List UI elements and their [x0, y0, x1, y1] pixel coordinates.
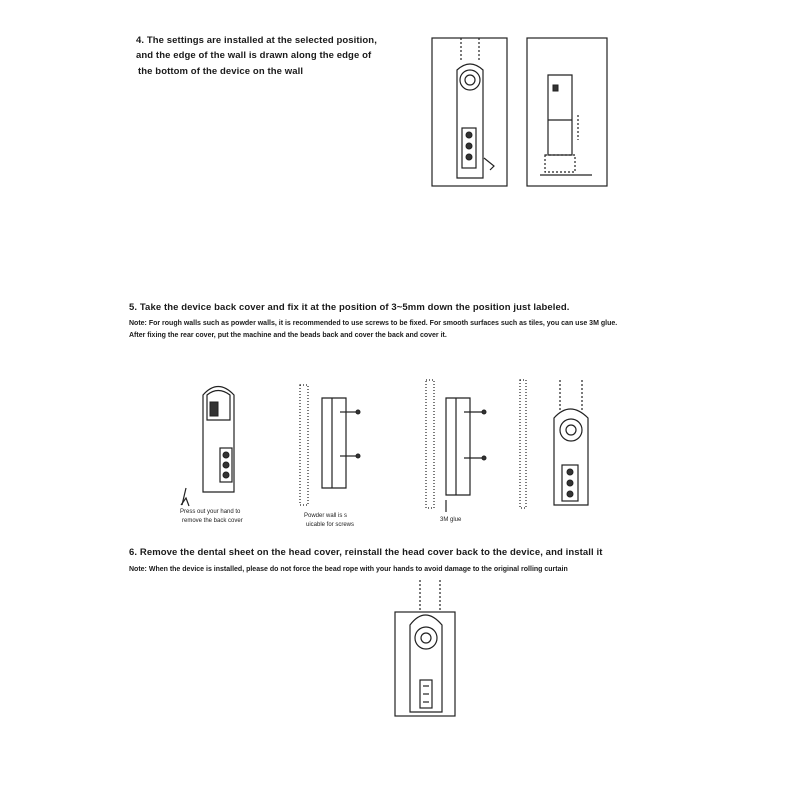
step5-illustration-glue [426, 380, 486, 512]
step4-line3: the bottom of the device on the wall [138, 66, 304, 77]
step4-line1: 4. The settings are installed at the selected position, [136, 35, 377, 46]
step5-note-line2: After fixing the rear cover, put the machine and the beads back and cover the back and cover it. [129, 332, 447, 339]
caption-powder-line2: uicable for screws [306, 522, 355, 528]
step6-title: 6. Remove the dental sheet on the head cover, reinstall the head cover back to the device, and install it [129, 547, 603, 558]
step5-title: 5. Take the device back cover and fix it at the position of 3~5mm down the position just labeled. [129, 302, 570, 313]
step5-illustration-remove-back-cover [181, 387, 234, 507]
caption-hand-line2: remove the back cover [182, 518, 243, 524]
step4-line2: and the edge of the wall is drawn along the edge of [136, 50, 372, 61]
caption-glue: 3M glue [440, 517, 462, 523]
step5-illustration-screws [300, 385, 360, 505]
caption-powder-line1: Powder wall is s [304, 513, 348, 519]
step6-illustration-final [395, 580, 455, 716]
step4-illustration-wall-marking [527, 38, 607, 186]
step4-illustration-device-on-wall [432, 38, 507, 186]
step6-note: Note: When the device is installed, please do not force the bead rope with your hands to avoid damage to the original rolling curtain [129, 566, 568, 573]
step5-illustration-installed [520, 380, 588, 508]
step5-note-line1: Note: For rough walls such as powder walls, it is recommended to use screws to be fixed. For smooth surfaces such as tiles, you can use 3M glue. [129, 320, 618, 327]
caption-hand-line1: Press out your hand to [180, 509, 241, 515]
